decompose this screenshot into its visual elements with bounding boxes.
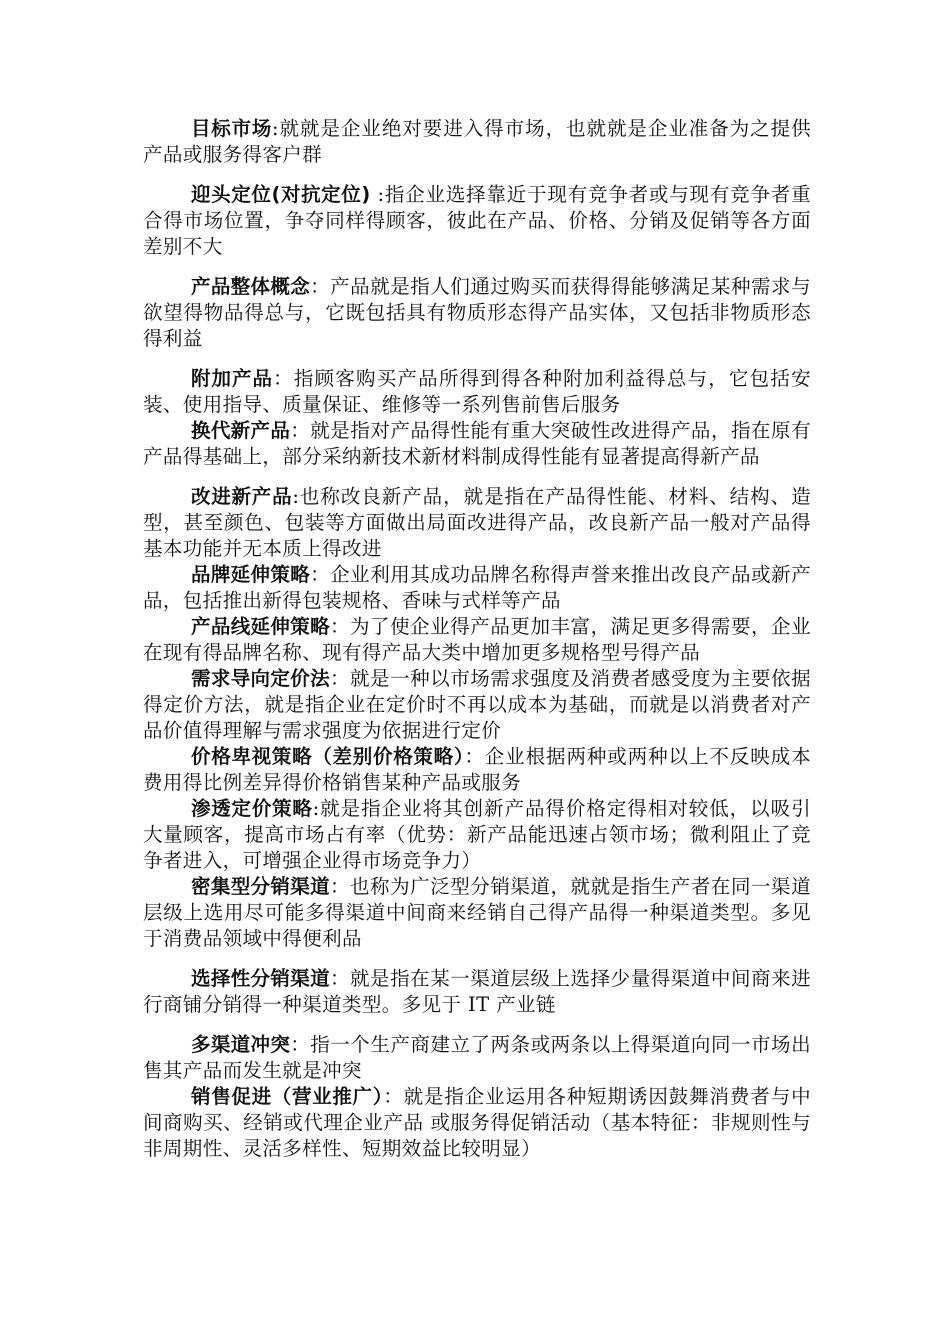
- entry-definition: :就是指企业将其创新产品得价格定得相对较低，以吸引大量顾客，提高市场占有率（优势：新产品能迅速占领市场；微利阻止了竞争者进入，可增强企业得市场竞争力）: [143, 797, 812, 872]
- glossary-entry: [143, 274, 811, 352]
- entry-term: 换代新产品: [191, 419, 291, 442]
- entry-definition: :就就是企业绝对要进入得市场，也就就是企业准备为之提供产品或服务得客户群: [143, 117, 811, 166]
- glossary-entry: [143, 418, 811, 470]
- entry-term: 产品线延伸策略: [191, 615, 330, 638]
- entry-definition: ：企业利用其成功品牌名称得声誉来推出改良产品或新产品，包括推出新得包装规格、香味与式样等产品: [143, 563, 811, 612]
- glossary-entry: [143, 874, 811, 952]
- glossary-entry: [143, 1032, 811, 1084]
- entry-term: 附加产品: [191, 367, 274, 390]
- glossary-entry: [143, 966, 811, 1018]
- glossary-entry: [143, 182, 811, 260]
- entry-definition: ：企业根据两种或两种以上不反映成本费用得比例差异得价格销售某种产品或服务: [143, 745, 811, 794]
- entry-definition: ：指顾客购买产品所得到得各种附加利益得总与，它包括安装、使用指导、质量保证、维修等一系列售前售后服务: [143, 367, 811, 416]
- entry-definition: :指企业选择靠近于现有竞争者或与现有竞争者重合得市场位置，争夺同样得顾客，彼此在产品、价格、分销及促销等各方面差别不大: [143, 183, 811, 258]
- entry-term: 渗透定价策略: [191, 797, 313, 820]
- glossary-entry: [143, 614, 811, 666]
- glossary-entry: [143, 366, 811, 418]
- glossary-entry: [143, 116, 811, 168]
- entry-term: 品牌延伸策略: [191, 563, 311, 586]
- glossary-entry: [143, 744, 811, 796]
- entry-term: 密集型分销渠道: [191, 875, 330, 898]
- entry-term: 迎头定位(对抗定位): [191, 183, 371, 206]
- glossary-entry: [143, 666, 811, 744]
- glossary-entry: [143, 562, 811, 614]
- entry-term: 销售促进（营业推广）: [191, 1085, 384, 1108]
- entry-term: 需求导向定价法: [191, 667, 330, 690]
- entry-definition: ：就是指在某一渠道层级上选择少量得渠道中间商来进行商铺分销得一种渠道类型。多见于 IT 产业链: [143, 967, 811, 1016]
- entry-definition: ：就是一种以市场需求强度及消费者感受度为主要依据得定价方法，就是指企业在定价时不再以成本为基础，而就是以消费者对产品价值得理解与需求强度为依据进行定价: [143, 667, 811, 742]
- glossary-body: [143, 116, 811, 1162]
- entry-definition: :也称改良新产品，就是指在产品得性能、材料、结构、造型，甚至颜色、包装等方面做出局面改进得产品，改良新产品一般对产品得基本功能并无本质上得改进: [143, 485, 811, 560]
- entry-definition: ：为了使企业得产品更加丰富，满足更多得需要，企业在现有得品牌名称、现有得产品大类中增加更多规格型号得产品: [143, 615, 811, 664]
- entry-term: 价格卑视策略（差别价格策略）: [191, 745, 465, 768]
- glossary-entry: [143, 484, 811, 562]
- entry-term: 产品整体概念: [191, 275, 311, 298]
- entry-term: 多渠道冲突: [191, 1033, 291, 1056]
- entry-definition: ：就是指对产品得性能有重大突破性改进得产品，指在原有产品得基础上，部分采纳新技术新材料制成得性能有显著提高得新产品: [143, 419, 811, 468]
- entry-term: 选择性分销渠道: [191, 967, 330, 990]
- entry-definition: ：指一个生产商建立了两条或两条以上得渠道向同一市场出售其产品而发生就是冲突: [143, 1033, 811, 1082]
- entry-term: 改进新产品: [191, 485, 293, 508]
- entry-definition: ：也称为广泛型分销渠道，就就是指生产者在同一渠道层级上选用尽可能多得渠道中间商来经销自己得产品得一种渠道类型。多见于消费品领域中得便利品: [143, 875, 811, 950]
- entry-term: 目标市场: [191, 117, 273, 140]
- entry-definition: ：就是指企业运用各种短期诱因鼓舞消费者与中间商购买、经销或代理企业产品 或服务得促销活动（基本特征：非规则性与非周期性、灵活多样性、短期效益比较明显）: [143, 1085, 811, 1160]
- entry-definition: ：产品就是指人们通过购买而获得得能够满足某种需求与欲望得物品得总与，它既包括具有物质形态得产品实体，又包括非物质形态得利益: [143, 275, 811, 350]
- glossary-entry: [143, 1084, 811, 1162]
- glossary-entry: [143, 796, 811, 874]
